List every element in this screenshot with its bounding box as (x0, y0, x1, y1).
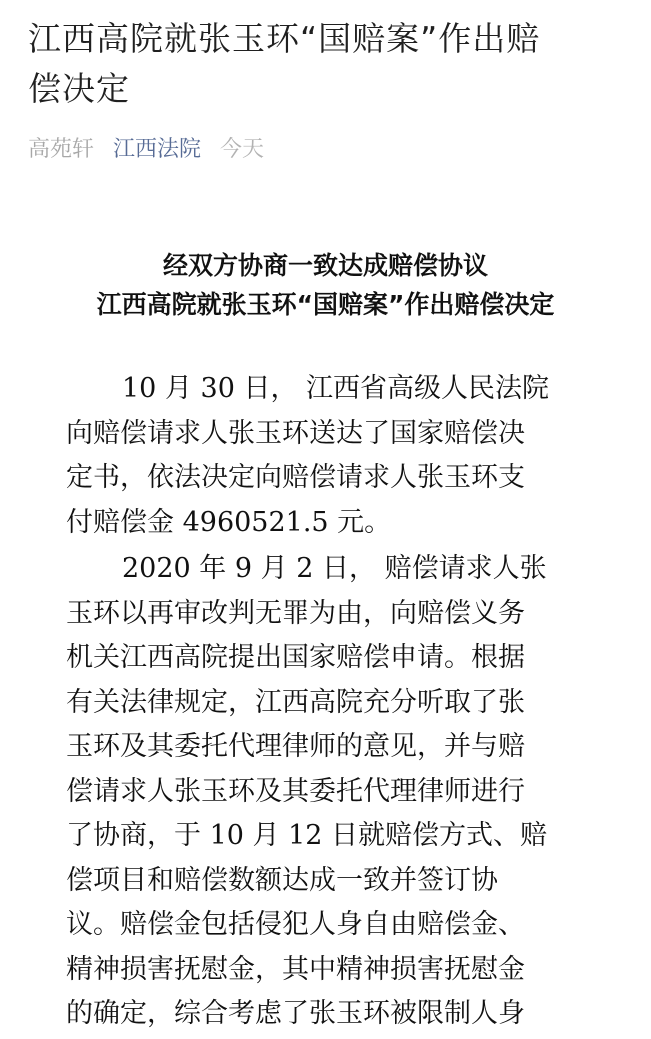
paragraph-line: 有关法律规定，江西高院充分听取了张 (66, 686, 525, 718)
headline-line: 经双方协商一致达成赔偿协议 (162, 251, 488, 280)
paragraph-line: 议。赔偿金包括侵犯人身自由赔偿金、 (66, 909, 525, 940)
account-link[interactable]: 江西法院 (113, 137, 202, 162)
paragraph-line: 偿项目和赔偿数额达成一致并签订协 (66, 864, 498, 896)
paragraph-line: 精神损害抚慰金，其中精神损害抚慰金 (66, 953, 525, 985)
paragraph (66, 547, 606, 1037)
article-headline (0, 246, 651, 324)
paragraph-line: 2020 年 9 月 2 日， 赔偿请求人张 (122, 553, 547, 584)
publish-date: 今天 (220, 137, 265, 162)
author-name: 高苑轩 (28, 137, 95, 162)
paragraph-line: 玉环及其委托代理律师的意见，并与赔 (66, 731, 525, 762)
paragraph-line: 的确定，综合考虑了张玉环被限制人身 (66, 998, 525, 1029)
paragraph-line: 了协商，于 10 月 12 日就赔偿方式、赔 (66, 820, 548, 851)
title-line: 偿决定 (28, 69, 130, 108)
paragraph-line: 机关江西高院提出国家赔偿申请。根据 (66, 642, 525, 673)
paragraph-line: 10 月 30 日， 江西省高级人民法院 (122, 373, 550, 404)
paragraph-line: 偿请求人张玉环及其委托代理律师进行 (66, 775, 525, 807)
article-meta (28, 132, 264, 168)
paragraph-line: 玉环以再审改判无罪为由，向赔偿义务 (66, 597, 525, 629)
headline-line: 江西高院就张玉环“国赔案”作出赔偿决定 (96, 290, 555, 319)
paragraph-line: 定书，依法决定向赔偿请求人张玉环支 (66, 462, 525, 493)
paragraph-line: 付赔偿金 4960521.5 元。 (66, 506, 392, 538)
paragraph-line: 向赔偿请求人张玉环送达了国家赔偿决 (66, 417, 525, 449)
paragraph (66, 367, 606, 545)
article-body (66, 367, 606, 1039)
article-title (28, 14, 628, 114)
title-line: 江西高院就张玉环“国赔案”作出赔 (28, 19, 541, 58)
